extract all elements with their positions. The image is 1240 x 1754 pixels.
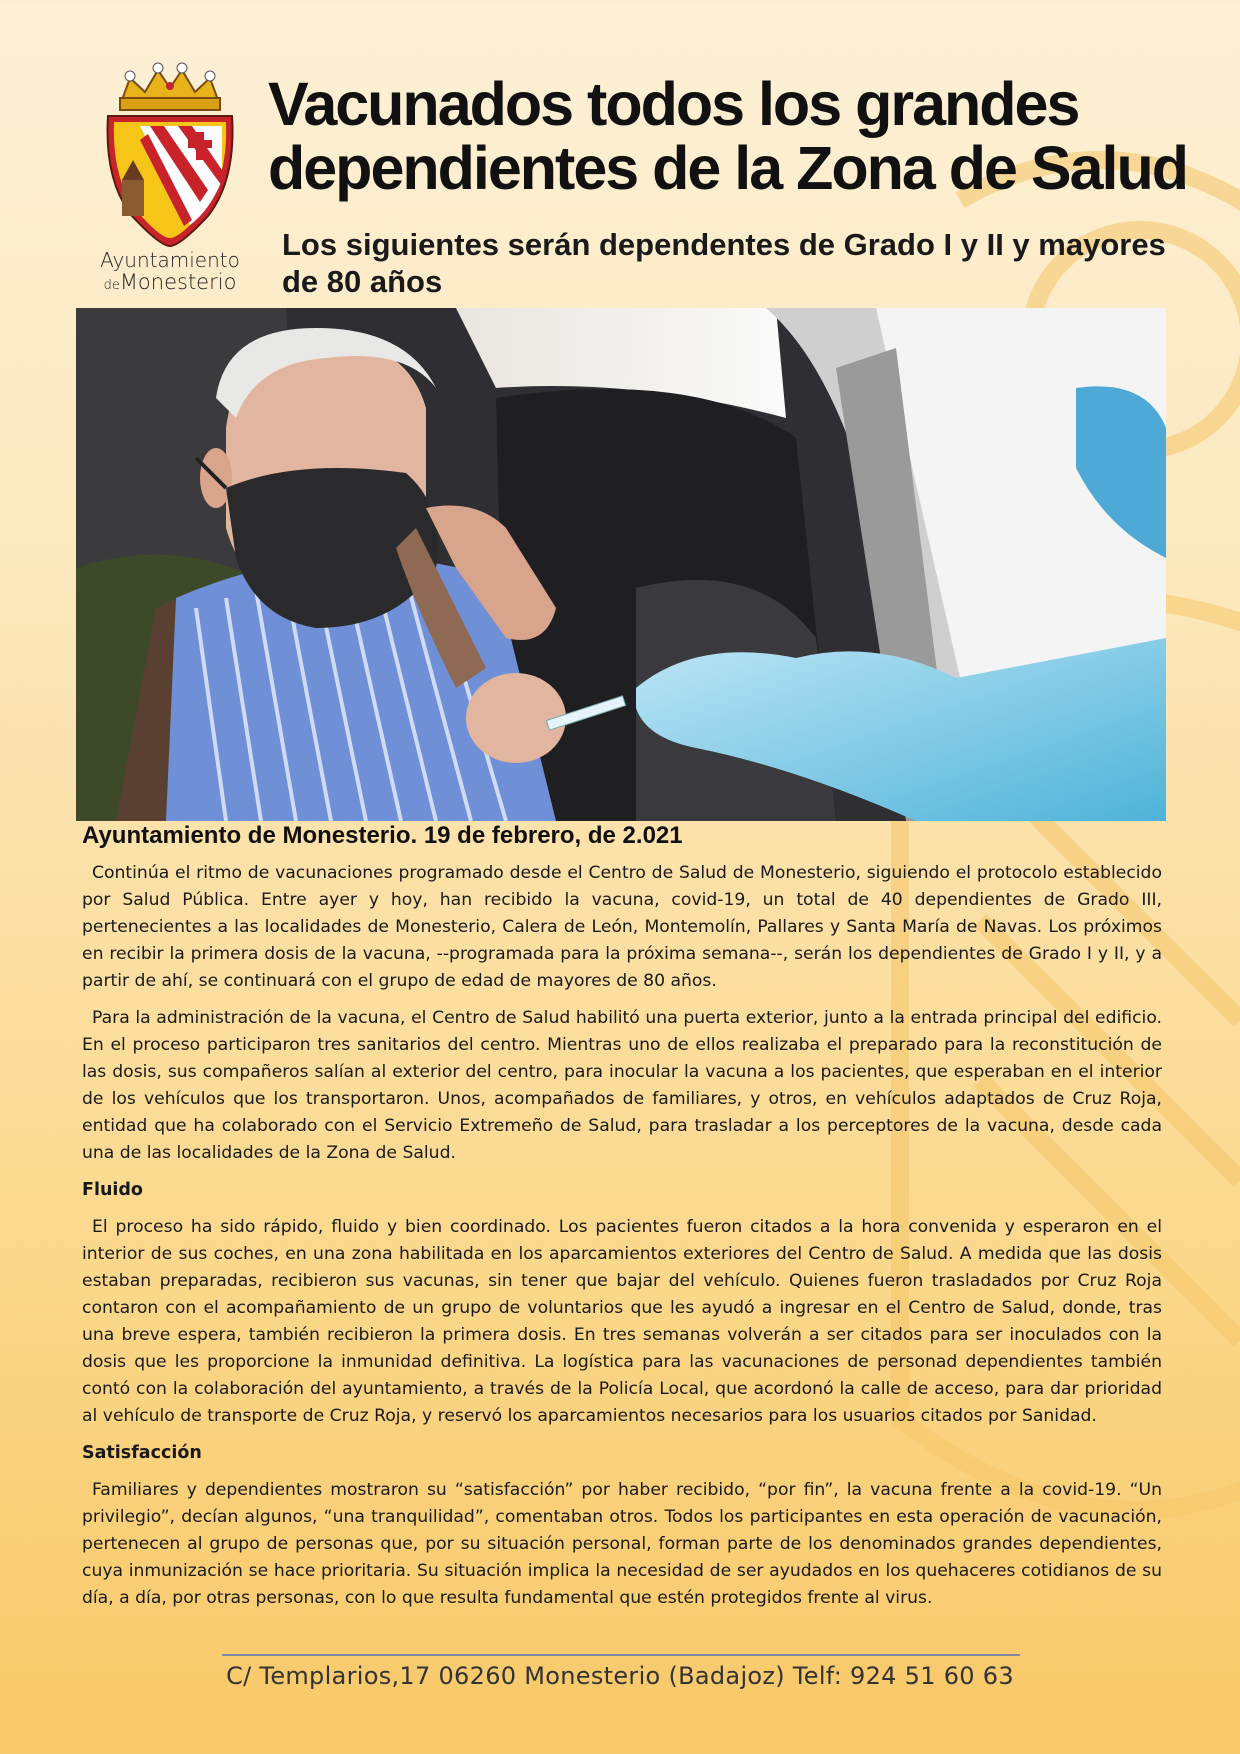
footer-divider: [222, 1654, 1020, 1656]
article-paragraph: El proceso ha sido rápido, fluido y bien coordinado. Los pacientes fueron citados a la hora convenida y esperaron en el interior de sus coches, en una zona habilitada en los aparcamientos exteriores del Centro de Salud. A medida que las dosis estaban preparadas, recibieron sus vacunas, sin tener que bajar del vehículo. Quienes fueron trasladados por Cruz Roja contaron con el acompañamiento de un grupo de voluntarios que les ayudó a ingresar en el Centro de Salud, donde, tras una breve espera, también recibieron la primera dosis. En tres semanas volverán a ser citados para ser inoculados con la dosis que les proporcione la inmunidad definitiva. La logística para las vacunaciones de personad dependientes también contó con la colaboración del ayuntamiento, a través de la Policía Local, que acordonó la calle de acceso, para dar prioridad al vehículo de transporte de Cruz Roja, y reservó los aparcamientos necesarios para los usuarios citados por Sanidad.: [82, 1217, 1162, 1426]
logo-line-2-prefix: de: [103, 278, 120, 293]
vaccination-photo-icon: [76, 308, 1166, 821]
logo-line-2: Monesterio: [119, 270, 237, 294]
page-title: Vacunados todos los grandes dependientes de la Zona de Salud: [268, 70, 1187, 202]
page-subtitle: Los siguientes serán dependentes de Grado I y II y mayores de 80 años: [282, 227, 1166, 299]
section-heading-fluido: Fluido: [82, 1180, 143, 1200]
article-body: [82, 860, 1162, 1622]
article-paragraph: Familiares y dependientes mostraron su “satisfacción” por haber recibido, “por fin”, la vacuna frente a la covid-19. “Un privilegio”, decían algunos, “una tranquilidad”, comentaban otros. Todos los participantes en esta operación de vacunación, pertenecen al grupo de personas que, por su situación personal, forman parte de los denominados grandes dependientes, cuya inmunización se hace prioritaria. Su situación implica la necesidad de ser ayudados en los quehaceres cotidianos de su día, a día, por otras personas, con lo que resulta fundamental que estén protegidos frente al virus.: [82, 1480, 1162, 1608]
article-dateline: Ayuntamiento de Monesterio. 19 de febrero, de 2.021: [82, 822, 683, 849]
coat-of-arms-icon: [100, 60, 240, 250]
section-heading-satisfaccion: Satisfacción: [82, 1443, 202, 1463]
logo-line-1: Ayuntamiento: [100, 248, 240, 272]
article-paragraph: Continúa el ritmo de vacunaciones programado desde el Centro de Salud de Monesterio, siguiendo el protocolo establecido por Salud Pública. Entre ayer y hoy, han recibido la vacuna, covid-19, un total de 40 dependientes de Grado III, pertenecientes a las localidades de Monesterio, Calera de León, Montemolín, Pallares y Santa María de Navas. Los próximos en recibir la primera dosis de la vacuna, --programada para la próxima semana--, serán los dependientes de Grado I y II, y a partir de ahí, se continuará con el grupo de edad de mayores de 80 años.: [82, 863, 1162, 991]
article-paragraph: Para la administración de la vacuna, el Centro de Salud habilitó una puerta exterior, junto a la entrada principal del edificio. En el proceso participaron tres sanitarios del centro. Mientras uno de ellos realizaba el preparado para la reconstitución de las dosis, sus compañeros salían al exterior del centro, para inocular la vacuna a los pacientes, que esperaban en el interior de los vehículos que los transportaron. Unos, acompañados de familiares, y otros, en vehículos adaptados de Cruz Roja, entidad que ha colaborado con el Servicio Extremeño de Salud, para trasladar a los perceptores de la vacuna, desde cada una de las localidades de la Zona de Salud.: [82, 1008, 1162, 1163]
footer-address: C/ Templarios,17 06260 Monesterio (Badajoz) Telf: 924 51 60 63: [226, 1662, 1014, 1690]
town-logo: [100, 60, 240, 294]
vaccination-photo: [76, 308, 1166, 821]
